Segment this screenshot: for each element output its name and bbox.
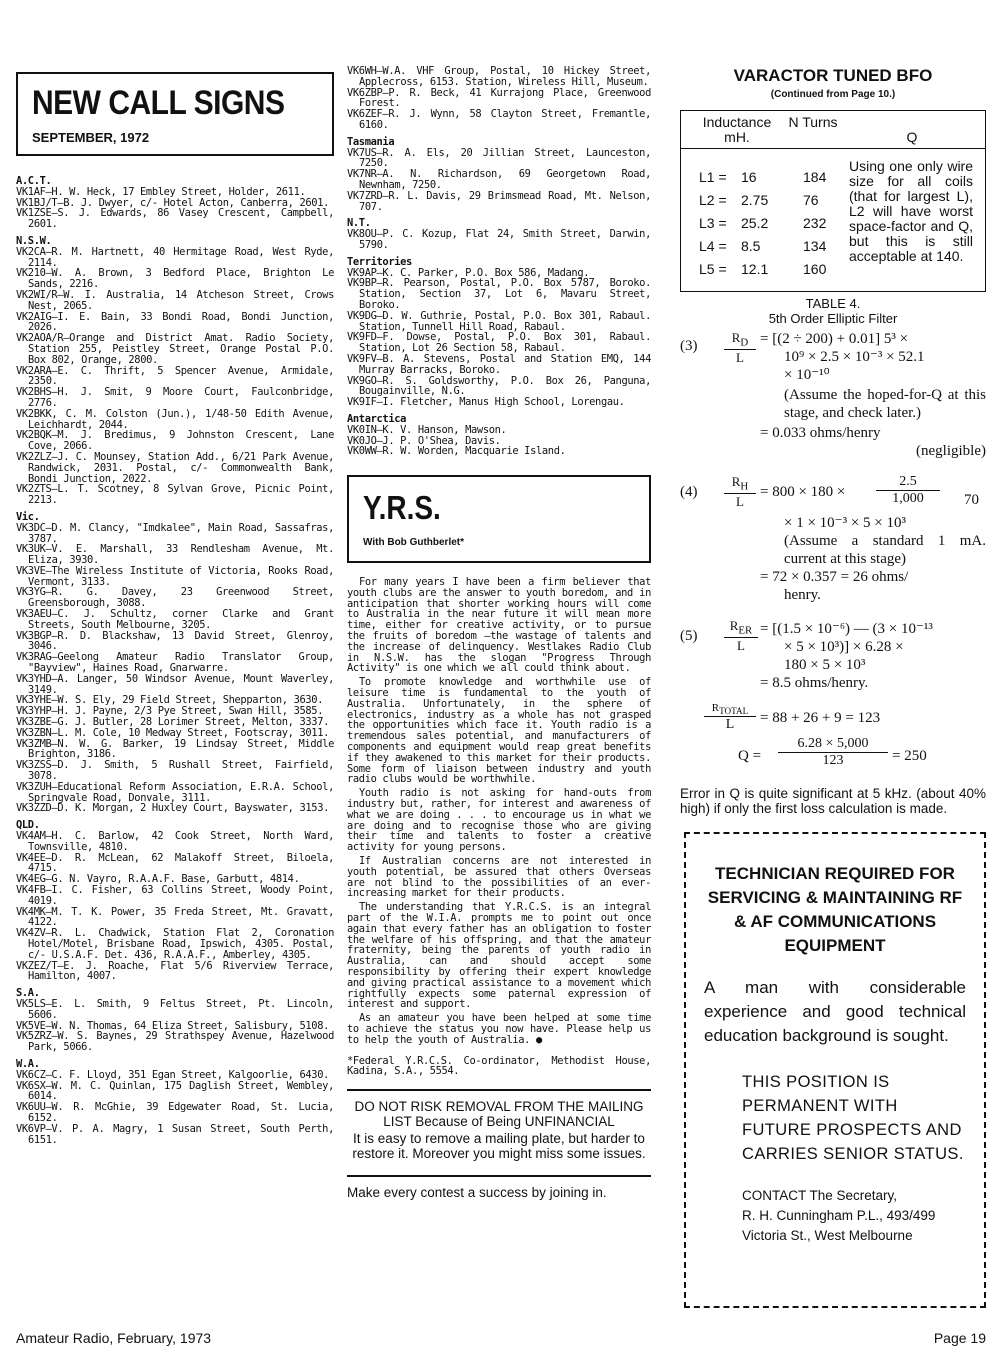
eq4-frac-num: 2.5 — [876, 474, 940, 491]
eq4-lhs — [724, 474, 756, 510]
yrs-header — [347, 475, 651, 563]
call-sign-entry: VK1AF—H. W. Heck, 17 Embley Street, Holder, 2611. — [16, 185, 306, 198]
eq5-line1: = [(1.5 × 10⁻⁶) — (3 × 10⁻¹³ — [760, 621, 933, 637]
table-header — [681, 111, 985, 149]
mailing-notice — [347, 1089, 651, 1161]
total-lhs-den: L — [725, 717, 735, 733]
eq4-result: = 72 × 0.357 = 26 ohms/ — [760, 569, 909, 585]
call-sign-entry: VK0WW—R. W. Worden, Macquarie Island. — [347, 445, 566, 458]
q-rhs: = 250 — [892, 748, 927, 764]
region-heading: S.A. — [16, 987, 40, 1000]
call-sign-entry: VK3YHP—H. J. Payne, 2/3 Pye Street, Swan Hill, 3585. — [16, 705, 324, 718]
call-sign-list-continued — [347, 66, 651, 457]
q-fraction — [778, 736, 888, 769]
call-sign-entry: VK9GO—R. S. Goldsworthy, P.O. Box 26, Panguna, Bougainville, N.G. — [347, 374, 651, 398]
error-text: Error in Q is quite significant at 5 kHz. (about 40% high) if only the first loss calculation is made. — [680, 786, 986, 816]
call-sign-entry: VK3ZSS—D. J. Smith, 5 Rushall Street, Fairfield, 3078. — [16, 759, 334, 783]
table-description: 5th Order Elliptic Filter — [768, 311, 898, 326]
total-lhs — [704, 702, 756, 733]
total-rhs: = 88 + 26 + 9 = 123 — [760, 710, 881, 726]
advert-body: A man with considerable experience and good technical education background is sought. — [704, 978, 966, 1045]
row-inductor: L5 = — [699, 261, 727, 277]
call-sign-entry: VK9DG—D. W. Guthrie, Postal, P.O. Box 301, Rabaul. Station, Tunnell Hill Road, Rabaul. — [347, 309, 651, 333]
advert-contact-line3: Victoria St., West Melbourne — [742, 1228, 913, 1243]
contest-notice: Make every contest a success by joining in. — [347, 1175, 651, 1200]
eq4-lhs-num: $R_H$ — [724, 474, 756, 494]
row-inductor: L1 = — [699, 169, 727, 185]
yrs-paragraph: The understanding that Y.R.C.S. is an integral part of the W.I.A. prompts me to point out once again that every father has an obligation to foster the welfare of his offspring, and that the amateur fraternity, being the parents of youth radio in Australia, can and should accept some responsibility by offering their expert knowledge and giving practical assistance to a movement which rightfully expects some paternal expression of interest and support. — [347, 901, 651, 1011]
table-row — [699, 169, 839, 189]
equations — [680, 332, 986, 782]
call-sign-entry: VK9IF—I. Fletcher, Manus High School, Lorengau. — [347, 396, 625, 409]
yrs-paragraph: As an amateur you have been helped at some time to achieve the status you now have. Please help us to help the youth of Australia. ● — [347, 1012, 651, 1046]
varactor-title: VARACTOR TUNED BFO — [733, 66, 933, 85]
eq4-result2: henry. — [784, 587, 821, 603]
mailing-notice-body: It is easy to remove a mailing plate, but harder to restore it. Moreover you might miss some issues. — [352, 1131, 646, 1162]
eq5-number: (5) — [680, 628, 698, 644]
call-sign-entry: VK2AIG—I. E. Bain, 33 Bondi Road, Bondi Junction, 2026. — [16, 310, 334, 334]
yrs-footnote: *Federal Y.R.C.S. Co-ordinator, Methodist House, Kadina, S.A., 5554. — [347, 1054, 651, 1078]
eq3-rhs — [760, 330, 986, 460]
row-turns: 184 — [803, 169, 827, 185]
call-sign-entry: VK3ZBN—L. M. Cole, 10 Medway Street, Footscray, 3011. — [16, 726, 330, 739]
call-sign-entry: VK3VE—The Wireless Institute of Victoria, Rooks Road, Vermont, 3133. — [16, 564, 334, 588]
call-sign-entry: VK4EG—G. N. Vayro, R.A.A.F. Base, Garbutt, 4814. — [16, 873, 300, 886]
call-sign-entry: VK4MK—M. T. K. Power, 35 Freda Street, Mt. Gravatt, 4122. — [16, 905, 334, 929]
yrs-paragraph: For many years I have been a firm believer that youth clubs are the answer to youth boredom, and in anticipation that shorter working hours will come to Australia in the near future it will mean more time, either for creative activity, or to pursue the fruits of boredom —the wastage of talents and the increase of delinquency. Westlakes Radio Club in N.S.W. has the slogan "Progress Through Activity" is one which we all could think about. — [347, 576, 651, 675]
call-sign-entry: VK2BHS—H. J. Smit, 9 Moore Court, Faulconbridge, 2776. — [16, 386, 334, 409]
q-frac-num: 6.28 × 5,000 — [778, 736, 888, 753]
advert-contact — [704, 1186, 966, 1246]
eq4-lhs-den: L — [736, 493, 744, 509]
footer-page-number: Page 19 — [933, 1330, 986, 1346]
region-heading: Tasmania — [347, 135, 395, 148]
eq5-lhs — [724, 618, 758, 654]
call-sign-entry: VK6VP—V. P. A. Magry, 1 Susan Street, South Perth, 6151. — [16, 1122, 334, 1146]
advert-heading: TECHNICIAN REQUIRED FOR SERVICING & MAINTAINING RF & AF COMMUNICATIONS EQUIPMENT — [707, 864, 963, 955]
header-inductance: Inductance mH. — [702, 114, 772, 145]
advert-permanent: THIS POSITION IS PERMANENT WITH FUTURE PROSPECTS AND CARRIES SENIOR STATUS. — [742, 1073, 964, 1163]
row-turns: 232 — [803, 215, 827, 231]
call-sign-entry: VK3ZZD—D. K. Morgan, 2 Huxley Court, Bayswater, 3153. — [16, 802, 330, 815]
yrs-article — [347, 577, 651, 1045]
row-value: 8.5 — [741, 238, 761, 254]
call-sign-entry: VK2BKK, C. M. Colston (Jun.), 1/48-50 Edith Avenue, Leichhardt, 2044. — [16, 407, 334, 431]
call-sign-entry: VK9FD—F. Dowse, Postal, P.O. Box 301, Rabaul. Station, Lot 26 Section 58, Rabaul. — [347, 331, 651, 355]
row-turns: 160 — [803, 261, 827, 277]
call-sign-entry: VK2AOA/R—Orange and District Amat. Radio Society, Station 255, Peistley Street, Orange Postal P.O. Box 802, Orange, 2800. — [16, 332, 334, 366]
call-sign-entry: VK3BGP—R. D. Blackshaw, 13 David Street, Glenroy, 3046. — [16, 629, 334, 653]
call-sign-entry: VK5LS—E. L. Smith, 9 Feltus Street, Pt. Lincoln, 5606. — [16, 997, 334, 1021]
table-caption — [680, 296, 986, 326]
call-sign-entry: VK8OU—P. C. Kozup, Flat 24, Smith Street, Darwin, 5790. — [347, 228, 651, 251]
call-sign-entry: VK3YG—R. G. Davey, 23 Greenwood Street, Greensborough, 3088. — [16, 586, 334, 610]
eq3-number: (3) — [680, 338, 698, 354]
total-lhs-num: $R_{TOTAL}$ — [704, 702, 756, 717]
call-sign-entry: VK2WI/R—W. I. Australia, 14 Atcheson Street, Crows Nest, 2065. — [16, 288, 334, 312]
call-sign-entry: VK2ZTS—L. T. Scotney, 8 Sylvan Grove, Picnic Point, 2213. — [16, 483, 334, 507]
call-sign-entry: VK3ZMB—N. W. G. Barker, 19 Lindsay Street, Middle Brighton, 3186. — [16, 737, 334, 761]
call-sign-entry: VK3ZUH—Educational Reform Association, E.R.A. School, Springvale Road, Donvale, 3111. — [16, 780, 334, 804]
advert-contact-line2: R. H. Cunningham P.L., 493/499 — [742, 1208, 936, 1223]
table-number: TABLE 4. — [805, 296, 861, 311]
mailing-notice-heading: DO NOT RISK REMOVAL FROM THE MAILING LIST Because of Being UNFINANCIAL — [354, 1099, 644, 1130]
call-sign-entry: VK3YHD—A. Langer, 50 Windsor Avenue, Mount Waverley, 3149. — [16, 672, 334, 696]
row-turns: 134 — [803, 238, 827, 254]
call-sign-entry: VK6WH—W.A. VHF Group, Postal, 10 Hickey Street, Applecross, 6153. Station, Wireless Hill, Museum. — [347, 65, 651, 88]
new-call-signs-header — [16, 72, 334, 156]
call-sign-entry: VK4AM—H. C. Barlow, 42 Cook Street, North Ward, Townsville, 4810. — [16, 830, 334, 853]
call-sign-entry: VK3UK—V. E. Marshall, 33 Rendlesham Avenue, Mt. Eliza, 3930. — [16, 543, 334, 567]
row-inductor: L3 = — [699, 215, 727, 231]
varactor-continued: (Continued from Page 10.) — [770, 89, 896, 100]
call-sign-entry: VK1ZSE—S. J. Edwards, 86 Vasey Crescent, Campbell, 2601. — [16, 207, 334, 231]
call-sign-entry: VK7NR—A. N. Richardson, 69 Georgetown Road, Newnham, 7250. — [347, 168, 651, 191]
call-sign-list — [16, 176, 334, 1145]
row-turns: 76 — [803, 192, 819, 208]
q-note: Using one only wire size for all coils (that for largest L), L2 will have worst space-factor and Q, but this is still acceptable at 140. — [849, 158, 973, 264]
region-heading: Territories — [347, 255, 412, 268]
q-lhs: Q = — [738, 748, 762, 764]
eq4-trail: 70 — [964, 492, 979, 508]
yrs-paragraph: Youth radio is not asking for hand-outs from industry but, rather, for interest and awareness of what we are doing . . . to encourage us in what we are doing and to recognise those who are giving their time and talents to foster a creative activity for young persons. — [347, 787, 651, 854]
call-sign-entry: VK3ZBE—G. J. Butler, 28 Lorimer Street, Melton, 3337. — [16, 716, 330, 729]
header-q: Q — [906, 129, 918, 145]
call-sign-entry: VK6ZEF—R. J. Wynn, 58 Clayton Street, Fremantle, 6160. — [347, 108, 651, 131]
eq3-result2: (negligible) — [916, 443, 986, 459]
eq3-line2: 10⁹ × 2.5 × 10⁻³ × 52.1 — [784, 349, 925, 365]
row-inductor: L2 = — [699, 192, 727, 208]
region-heading: A.C.T. — [16, 175, 52, 187]
footer-publication: Amateur Radio, February, 1973 — [16, 1330, 212, 1346]
call-sign-entry: VK210—W. A. Brown, 3 Bedford Place, Brighton Le Sands, 2216. — [16, 267, 334, 291]
call-sign-entry: VK4ZV—R. L. Chadwick, Station Flat 2, Coronation Hotel/Motel, Brisbane Road, Ipswich, 4305. Postal, c/- U.S.A.F. Det. 436, R.A.A.F., Amberley, 4305. — [16, 927, 334, 961]
call-sign-entry: VK0IN—K. V. Hanson, Mawson. — [347, 423, 507, 436]
yrs-paragraph: To promote knowledge and worthwhile use of leisure time is fundamental to the youth of Australia. Unfortunately, in the sphere of electronics, industry as a whole has not grasped the opportunities which face it. Youth radio is a tremendous sales potential, and manufacturers of components and equipment would reap great benefits if they awakened to this market for their products. Some form of liaison between industry and youth radio clubs would be worthwhile. — [347, 676, 651, 786]
call-sign-entry: VK6ZBP—P. R. Beck, 41 Kurrajong Place, Greenwood Forest. — [347, 86, 651, 110]
row-value: 12.1 — [741, 261, 769, 277]
call-sign-entry: VK7ZRD—R. L. Davis, 29 Brimsmead Road, Mt. Nelson, 707. — [347, 189, 651, 213]
call-sign-entry: VKZEZ/T—E. J. Roache, Flat 5/6 Riverview Terrace, Hamilton, 4007. — [16, 959, 334, 983]
call-sign-entry: VK9BP—R. Pearson, Postal, P.O. Box 5787, Boroko. Station, Section 37, Lot 6, Mavaru Street, Boroko. — [347, 277, 651, 311]
call-sign-entry: VK2CA—R. M. Hartnett, 40 Hermitage Road, West Ryde, 2114. — [16, 245, 334, 269]
call-sign-entry: VK5VE—W. N. Thomas, 64 Eliza Street, Salisbury, 5108. — [16, 1019, 330, 1032]
eq4-line1: = 800 × 180 × — [760, 484, 846, 500]
region-heading: QLD. — [16, 819, 40, 832]
eq3-result: = 0.033 ohms/henry — [760, 425, 881, 441]
eq3-lhs-num: $R_D$ — [724, 330, 756, 350]
region-heading: W.A. — [16, 1057, 40, 1070]
region-heading: Antarctica — [347, 412, 407, 425]
eq5-line3: 180 × 5 × 10³ — [784, 657, 866, 673]
eq4-rhs — [760, 514, 986, 604]
table-row — [699, 238, 839, 258]
call-sign-entry: VK2ZLZ—J. C. Mounsey, Station Add., 6/21 Park Avenue, Randwick, 2031. Postal, c/- Commonwealth Bank, Bondi Junction, 2022. — [16, 450, 334, 485]
eq4-fraction — [876, 474, 940, 507]
eq4-note: (Assume a standard 1 mA. current at this stage) — [784, 533, 986, 567]
header-turns: N Turns — [788, 114, 838, 130]
call-sign-entry: VK7US—R. A. Els, 20 Jillian Street, Launceston, 7250. — [347, 146, 651, 170]
call-sign-entry: VK6SX—W. M. C. Quinlan, 175 Daglish Street, Wembley, 6014. — [16, 1079, 334, 1103]
new-call-signs-column — [16, 66, 334, 1145]
call-sign-entry: VK5ZRZ—W. S. Baynes, 29 Strathspey Avenue, Hazelwood Park, 5066. — [16, 1030, 334, 1054]
eq5-lhs-den: L — [737, 637, 745, 653]
call-sign-entry: VK0JO—J. P. O'Shea, Davis. — [347, 434, 501, 447]
row-inductor: L4 = — [699, 238, 727, 254]
eq4-line2: × 1 × 10⁻³ × 5 × 10³ — [784, 515, 906, 531]
row-value: 2.75 — [741, 192, 769, 208]
call-sign-entry: VK3YHE—W. S. Ely, 29 Field Street, Shepparton, 3630. — [16, 694, 324, 707]
yrs-title: Y.R.S. — [363, 489, 441, 527]
call-sign-entry: VK1BJ/T—B. J. Dwyer, c/- Hotel Acton, Canberra, 2601. — [16, 196, 330, 209]
eq5-result: = 8.5 ohms/henry. — [760, 675, 869, 691]
call-sign-entry: VK3RAG—Geelong Amateur Radio Translator Group, "Bayview", Haines Road, Gnarwarre. — [16, 651, 334, 675]
call-sign-entry: VK2ARA—E. C. Thrift, 5 Spencer Avenue, Armidale, 2350. — [16, 364, 334, 388]
region-heading: N.S.W. — [16, 234, 52, 247]
inductance-table — [680, 110, 986, 292]
region-heading: Vic. — [16, 510, 40, 523]
eq3-line1: = [(2 ÷ 200) + 0.01] 5³ × — [760, 331, 909, 347]
call-sign-entry: VK3DC—D. M. Clancy, "Imdkalee", Main Road, Sassafras, 3787. — [16, 521, 334, 545]
call-sign-entry: VK9AP—K. C. Parker, P.O. Box 586, Madang. — [347, 266, 590, 279]
call-sign-entry: VK4FB—I. C. Fisher, 63 Collins Street, Woody Point, 4019. — [16, 884, 334, 907]
call-sign-entry: VK2BQK—M. J. Bredimus, 9 Johnston Crescent, Lane Cove, 2066. — [16, 429, 334, 453]
table-row — [699, 261, 839, 281]
table-row — [699, 215, 839, 235]
new-call-signs-title: NEW CALL SIGNS — [32, 84, 285, 122]
region-heading: N.T. — [347, 217, 371, 230]
eq4-number: (4) — [680, 484, 698, 500]
yrs-byline: With Bob Guthberlet* — [363, 537, 465, 549]
new-call-signs-date: SEPTEMBER, 1972 — [32, 130, 150, 145]
table-row — [699, 192, 839, 212]
q-frac-den: 123 — [822, 753, 844, 768]
eq5-line2: × 5 × 10³)] × 6.28 × — [784, 639, 904, 655]
eq5-rhs — [760, 620, 986, 692]
call-sign-entry: VK9FV—B. A. Stevens, Postal and Station EMQ, 144 Murray Barracks, Boroko. — [347, 352, 651, 376]
eq3-lhs-den: L — [736, 349, 744, 365]
call-sign-entry: VK6CZ—C. F. Lloyd, 351 Egan Street, Kalgoorlie, 6430. — [16, 1068, 330, 1081]
middle-column — [347, 66, 651, 1200]
eq3-lhs — [724, 330, 756, 366]
eq3-line3: × 10⁻¹⁰ — [784, 367, 830, 383]
varactor-column — [680, 66, 986, 816]
call-sign-entry: VK6UU—W. R. McGhie, 39 Edgewater Road, St. Lucia, 6152. — [16, 1101, 334, 1124]
eq3-note: (Assume the hoped-for-Q at this stage, and check later.) — [784, 387, 986, 421]
eq5-lhs-num: $R_{ER}$ — [724, 618, 758, 638]
call-sign-entry: VK4EE—D. R. McLean, 62 Malakoff Street, Biloela, 4715. — [16, 851, 334, 875]
row-value: 16 — [741, 169, 757, 185]
advert-contact-line1: CONTACT The Secretary, — [742, 1188, 898, 1203]
call-sign-entry: VK3AEU—C. J. Schultz, corner Clarke and Grant Streets, South Melbourne, 3205. — [16, 608, 334, 631]
row-value: 25.2 — [741, 215, 769, 231]
yrs-paragraph: If Australian concerns are not interested in youth potential, be assured that others Overseas are not blind to the possibilities of an ever-increasing market for their products. — [347, 855, 651, 900]
eq4-frac-den: 1,000 — [892, 491, 924, 506]
technician-advert — [684, 832, 986, 1308]
